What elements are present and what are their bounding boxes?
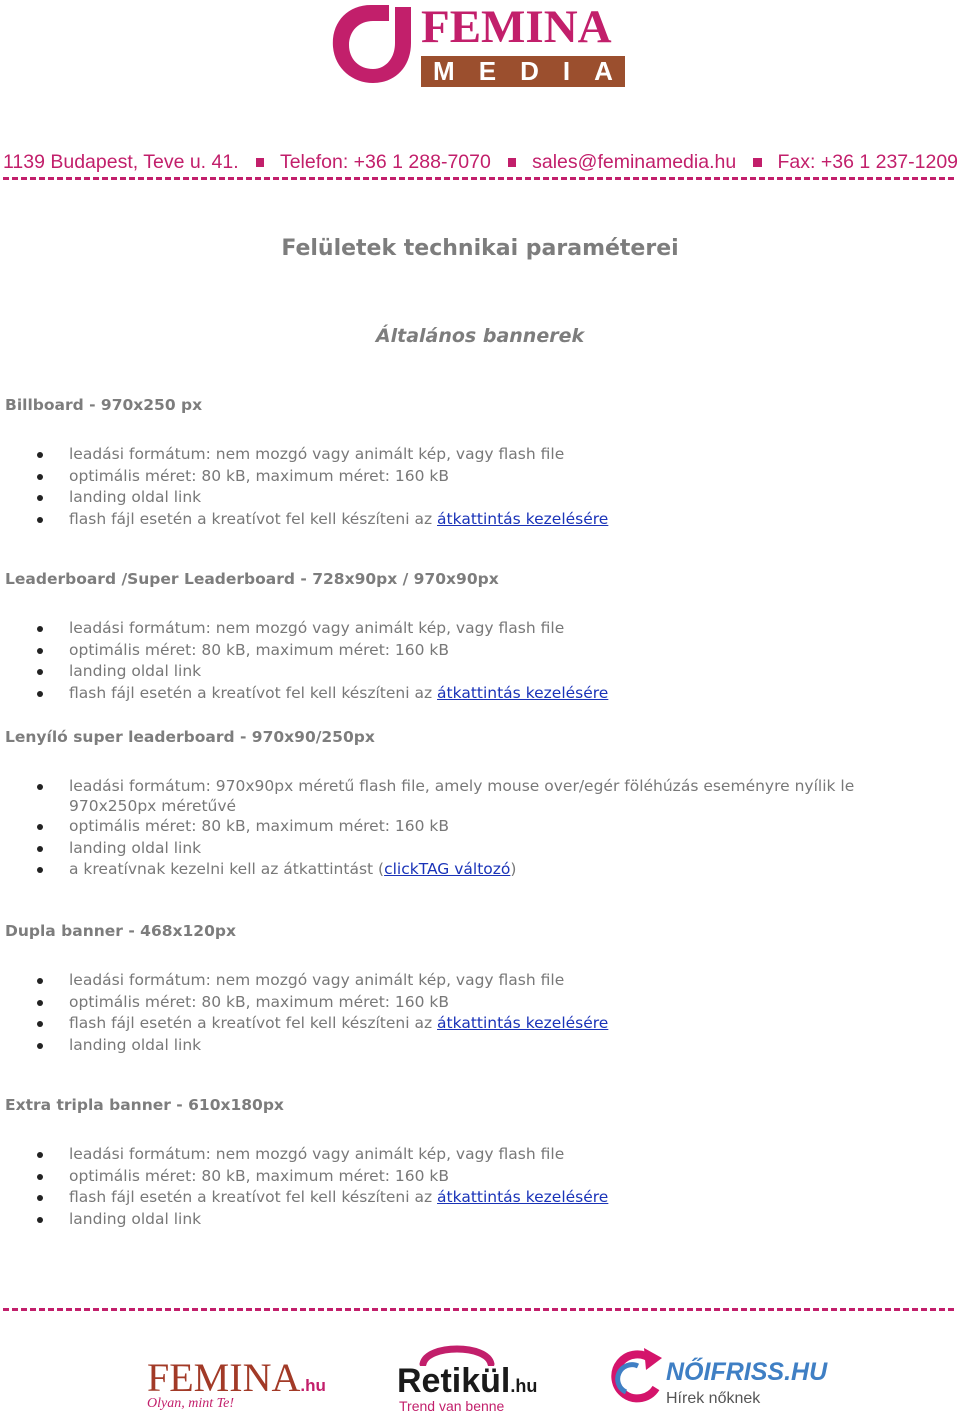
page-subtitle: Általános bannerek <box>375 325 585 347</box>
spec-list <box>5 1144 945 1230</box>
section-extra-triple-banner <box>5 1096 945 1230</box>
section-heading: Extra tripla banner - 610x180px <box>5 1096 284 1114</box>
brand-letter: E <box>478 56 497 86</box>
contact-line <box>3 149 958 175</box>
list-item: leadási formátum: nem mozgó vagy animált kép, vagy flash file <box>5 1144 945 1166</box>
list-item: optimális méret: 80 kB, maximum méret: 160 kB <box>5 816 945 838</box>
logo-slogan: Trend van benne <box>399 1398 505 1414</box>
brand-name-top: FEMINA <box>421 1 612 53</box>
logo-name: FEMINA <box>147 1355 301 1400</box>
section-billboard <box>5 396 945 530</box>
item-text: flash fájl esetén a kreatívot fel kell készíteni az <box>69 683 438 702</box>
spec-list <box>5 444 945 530</box>
brand-letter: A <box>594 56 613 86</box>
phone: Telefon: +36 1 288-7070 <box>279 150 491 173</box>
list-item: leadási formátum: nem mozgó vagy animált kép, vagy flash file <box>5 444 945 466</box>
list-item: landing oldal link <box>5 838 945 860</box>
address: 1139 Budapest, Teve u. 41. <box>3 150 239 173</box>
square-bullet-icon <box>508 158 516 167</box>
click-handling-link[interactable]: átkattintás kezelésére <box>437 1014 609 1032</box>
list-item: optimális méret: 80 kB, maximum méret: 160 kB <box>5 992 945 1014</box>
list-item <box>5 509 945 531</box>
click-handling-link[interactable]: átkattintás kezelésére <box>437 1188 609 1206</box>
spec-list <box>5 970 945 1056</box>
section-double-banner <box>5 922 945 1056</box>
list-item: leadási formátum: nem mozgó vagy animált kép, vagy flash file <box>5 970 945 992</box>
section-heading: Dupla banner - 468x120px <box>5 922 236 940</box>
list-item: landing oldal link <box>5 1035 945 1057</box>
noifriss-hu-logo[interactable] <box>608 1340 828 1416</box>
list-item: leadási formátum: nem mozgó vagy animált kép, vagy flash file <box>5 618 945 640</box>
click-handling-link[interactable]: átkattintás kezelésére <box>437 509 609 528</box>
logo-name: NŐI <box>666 1358 711 1386</box>
square-bullet-icon <box>256 158 264 167</box>
brand-letter: I <box>562 56 571 86</box>
footer-divider <box>3 1308 954 1311</box>
brand-letter: M <box>433 56 455 86</box>
logo-name: Retikül <box>397 1362 511 1400</box>
list-item <box>5 1187 945 1209</box>
header-divider <box>3 177 954 180</box>
femina-hu-logo[interactable] <box>147 1340 337 1416</box>
list-item <box>5 1013 945 1035</box>
retikul-hu-logo[interactable] <box>397 1340 557 1416</box>
square-bullet-icon <box>753 158 761 167</box>
item-text: flash fájl esetén a kreatívot fel kell készíteni az <box>69 1188 438 1206</box>
logo-slogan: Hírek nőknek <box>666 1390 761 1407</box>
section-heading: Billboard - 970x250 px <box>5 396 203 414</box>
list-item: leadási formátum: 970x90px méretű flash file, amely mouse over/egér föléhúzás eseményre nyílik le 970x250px méretűvé <box>5 776 925 816</box>
email-link[interactable]: sales@feminamedia.hu <box>532 150 737 173</box>
spec-list <box>5 618 945 704</box>
logo-suffix: .hu <box>510 1376 538 1396</box>
click-handling-link[interactable]: átkattintás kezelésére <box>437 683 609 702</box>
item-text: ) <box>510 860 517 878</box>
logo-name-second: FRISS.HU <box>710 1358 828 1386</box>
section-expandable-leaderboard <box>5 728 945 881</box>
list-item: optimális méret: 80 kB, maximum méret: 160 kB <box>5 640 945 662</box>
item-text: a kreatívnak kezelni kell az átkattintást ( <box>69 860 385 878</box>
logo-suffix: .hu <box>300 1376 326 1395</box>
list-item <box>5 859 945 881</box>
item-text: flash fájl esetén a kreatívot fel kell készíteni az <box>69 509 438 528</box>
list-item <box>5 683 945 705</box>
item-text: flash fájl esetén a kreatívot fel kell készíteni az <box>69 1014 438 1032</box>
list-item: landing oldal link <box>5 487 945 509</box>
fax: Fax: +36 1 237-1209 <box>777 150 959 173</box>
section-heading: Lenyíló super leaderboard - 970x90/250px <box>5 728 375 746</box>
logo-wordmark <box>666 1358 827 1386</box>
spec-list <box>5 776 945 881</box>
list-item: optimális méret: 80 kB, maximum méret: 160 kB <box>5 1166 945 1188</box>
section-leaderboard <box>5 570 945 704</box>
list-item: landing oldal link <box>5 1209 945 1231</box>
section-heading: Leaderboard /Super Leaderboard - 728x90px / 970x90px <box>5 570 499 588</box>
page-title: Felületek technikai paraméterei <box>281 236 679 261</box>
femina-swirl-icon <box>329 3 414 85</box>
clicktag-link[interactable]: clickTAG változó <box>384 860 511 878</box>
list-item: optimális méret: 80 kB, maximum méret: 160 kB <box>5 466 945 488</box>
refresh-arrows-icon <box>608 1346 664 1410</box>
logo-slogan: Olyan, mint Te! <box>147 1396 234 1411</box>
list-item: landing oldal link <box>5 661 945 683</box>
brand-name-bottom <box>421 56 625 87</box>
brand-letter: D <box>520 56 539 86</box>
femina-media-logo <box>329 3 625 87</box>
